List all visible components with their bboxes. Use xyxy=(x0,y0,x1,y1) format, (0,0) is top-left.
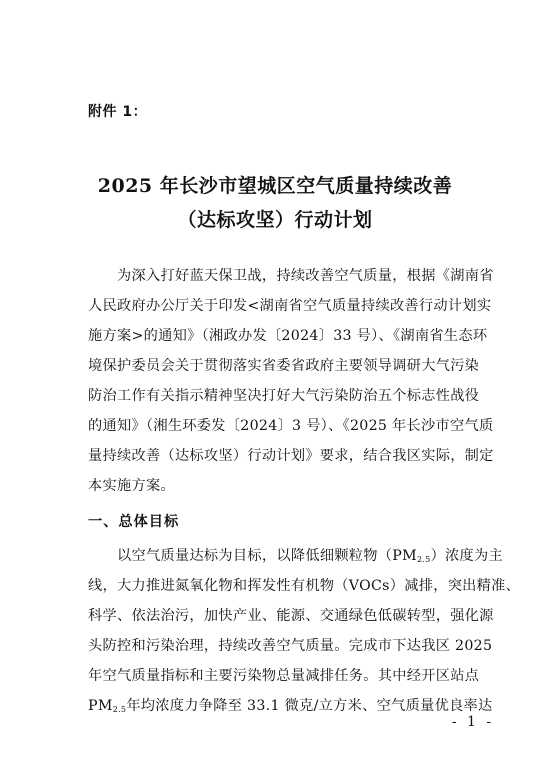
intro-line: 人民政府办公厅关于印发<湖南省空气质量持续改善行动计划实 xyxy=(88,298,492,314)
intro-line: 境保护委员会关于贯彻落实省委省政府主要领导调研大气污染 xyxy=(88,358,480,374)
pm-subscript: 2.5 xyxy=(416,555,431,564)
section-heading: 一、总体目标 xyxy=(88,514,180,530)
section1-line: 年空气质量指标和主要污染物总量减排任务。其中经开区站点 xyxy=(88,668,480,684)
intro-line: 量持续改善（达标攻坚）行动计划》要求，结合我区实际，制定 xyxy=(88,448,494,464)
section1-line xyxy=(117,546,503,570)
intro-line: 为深入打好蓝天保卫战，持续改善空气质量，根据《湖南省 xyxy=(117,268,494,284)
section1-line-text: 年均浓度力争降至 33.1 微克/立方米、空气质量优良率达 xyxy=(126,698,493,714)
section1-line: 科学、依法治污，加快产业、能源、交通绿色低碳转型，强化源 xyxy=(88,608,494,624)
intro-line: 施方案>的通知》（湘政办发〔2024〕33 号）、《湖南省生态环 xyxy=(88,328,488,344)
section1-line-text: 以空气质量达标为目标，以降低细颗粒物（PM xyxy=(117,548,417,564)
attachment-label: 附件 1： xyxy=(88,104,148,120)
section1-line: 头防控和污染治理，持续改善空气质量。完成市下达我区 2025 xyxy=(88,638,493,654)
intro-line: 本实施方案。 xyxy=(88,478,175,494)
section1-line: 线，大力推进氮氧化物和挥发性有机物（VOCs）减排，突出精准、 xyxy=(88,578,521,594)
document-title-line-1: 2025 年长沙市望城区空气质量持续改善 xyxy=(97,175,453,197)
intro-line: 的通知》（湘生环委发〔2024〕3 号）、《2025 年长沙市空气质 xyxy=(88,418,494,434)
document-title-line-2: （达标攻坚）行动计划 xyxy=(177,209,373,231)
intro-line: 防治工作有关指示精神坚决打好大气污染防治五个标志性战役 xyxy=(88,388,480,404)
section1-line-text: PM xyxy=(88,698,113,714)
section1-line-text: ）浓度为主 xyxy=(430,548,504,564)
section1-line xyxy=(88,696,493,720)
page-number: - 1 - xyxy=(451,714,495,730)
pm-subscript: 2.5 xyxy=(112,705,127,714)
